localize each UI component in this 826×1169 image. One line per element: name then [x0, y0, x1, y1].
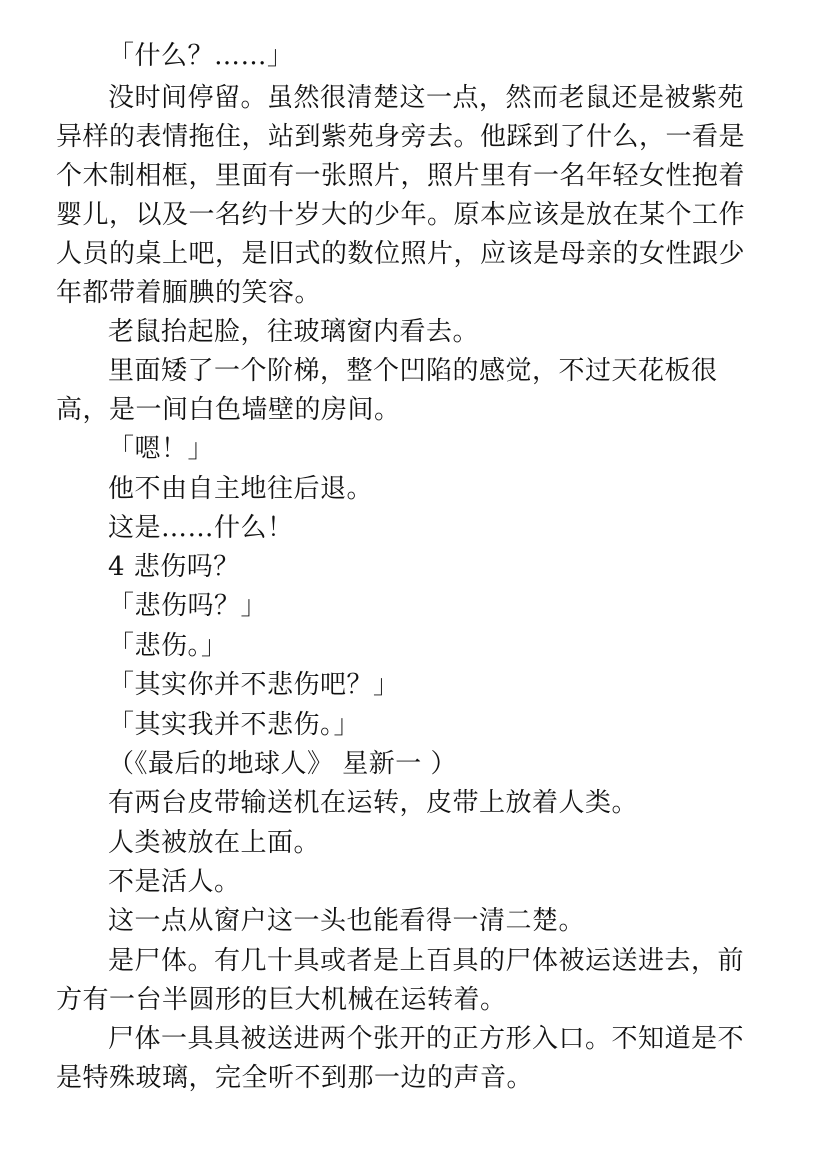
- text-line: 异样的表情拖住，站到紫苑身旁去。他踩到了什么，一看是: [56, 122, 746, 152]
- text-line: 高，是一间白色墙壁的房间。: [56, 395, 401, 425]
- text-line: 年都带着腼腆的笑容。: [56, 278, 322, 308]
- text-line: 「其实我并不悲伤。」: [108, 710, 361, 740]
- text-line: 没时间停留。虽然很清楚这一点，然而老鼠还是被紫苑: [108, 83, 745, 113]
- text-line: 老鼠抬起脸，往玻璃窗内看去。: [108, 317, 480, 347]
- text-line: 不是活人。: [108, 867, 241, 897]
- text-line: 「什么？……」: [108, 41, 294, 71]
- text-line: 这一点从窗户这一头也能看得一清二楚。: [108, 906, 586, 936]
- text-line: 个木制相框，里面有一张照片，照片里有一名年轻女性抱着: [56, 161, 746, 191]
- text-line: 里面矮了一个阶梯，整个凹陷的感觉，不过天花板很: [108, 356, 718, 386]
- text-line: 是特殊玻璃，完全听不到那一边的声音。: [56, 1063, 534, 1093]
- text-line: 「其实你并不悲伤吧？」: [108, 670, 400, 700]
- text-line: 这是……什么！: [108, 513, 294, 543]
- text-line: 有两台皮带输送机在运转，皮带上放着人类。: [108, 788, 639, 818]
- text-line: 「嗯！」: [108, 434, 215, 464]
- citation-line: （《最后的地球人》 星新一 ）: [108, 749, 458, 779]
- text-line: 「悲伤。」: [108, 631, 228, 661]
- text-line: 人类被放在上面。: [108, 828, 321, 858]
- text-line: 婴儿，以及一名约十岁大的少年。原本应该是放在某个工作: [56, 200, 746, 230]
- text-line: 尸体一具具被送进两个张开的正方形入口。不知道是不: [108, 1024, 745, 1054]
- text-line: 「悲伤吗？」: [108, 591, 268, 621]
- section-heading: 4 悲伤吗？: [108, 552, 240, 582]
- text-line: 方有一台半圆形的巨大机械在运转着。: [56, 985, 507, 1015]
- text-line: 是尸体。有几十具或者是上百具的尸体被运送进去，前: [108, 946, 745, 976]
- text-line: 他不由自主地往后退。: [108, 474, 374, 504]
- text-line: 人员的桌上吧，是旧式的数位照片，应该是母亲的女性跟少: [56, 239, 746, 269]
